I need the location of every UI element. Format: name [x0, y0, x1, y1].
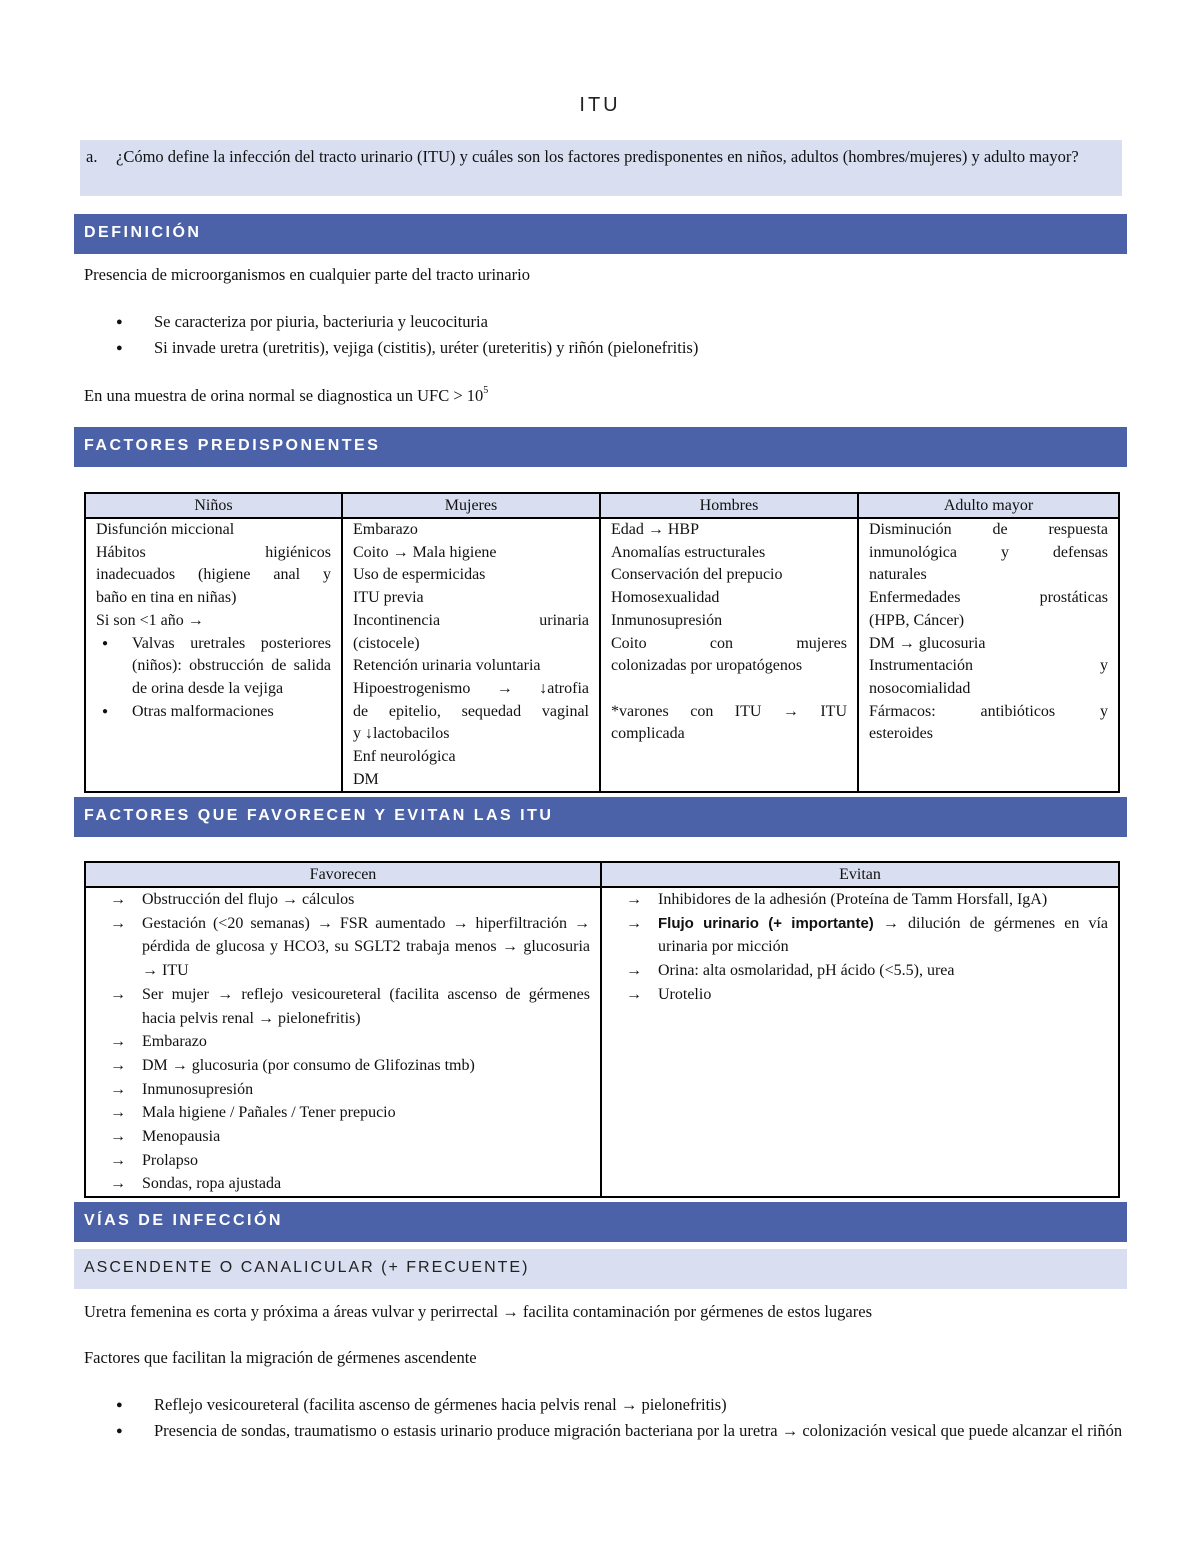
arrow-icon: →	[626, 914, 642, 932]
ufc-text	[84, 384, 488, 408]
arrow-icon: →	[110, 1175, 126, 1193]
cell-line: Enf neurológica	[353, 748, 456, 766]
list-item: → Inmunosupresión	[96, 1078, 590, 1102]
cell-adulto-mayor	[858, 518, 1119, 792]
arrow-icon: →	[110, 1128, 126, 1146]
cell-line: inmunológica y defensas	[869, 543, 1108, 561]
cell-line: esteroides	[869, 725, 933, 743]
predisponentes-table	[84, 492, 1120, 793]
cell-line: inadecuados (higiene anal y	[96, 566, 331, 584]
cell-line	[611, 678, 847, 701]
arrow-icon: →	[626, 891, 642, 908]
cell-line: complicada	[611, 725, 685, 743]
arrow-icon: →	[110, 914, 126, 932]
cell-line: Enfermedades prostáticas	[869, 589, 1108, 607]
list-item: → Menopausia	[96, 1125, 590, 1149]
arrow-icon: →	[110, 891, 126, 908]
column-header: Favorecen	[85, 862, 601, 887]
cell-line: Disfunción miccional	[96, 521, 235, 538]
cell-line: Uso de espermicidas	[353, 566, 486, 584]
arrow-icon: →	[110, 1056, 126, 1074]
cell-line: (HPB, Cáncer)	[869, 611, 965, 629]
cell-line: Conservación del prepucio	[611, 566, 783, 584]
cell-line: Embarazo	[353, 521, 418, 538]
list-item: ● Presencia de sondas, traumatismo o estasis urinario produce migración bacteriana por la uretra → colonización vesical que puede alcanzar el riñón	[84, 1418, 1124, 1444]
cell-line: Anomalías estructurales	[611, 543, 766, 561]
arrow-icon: →	[110, 1104, 126, 1122]
arrow-icon: →	[110, 1033, 126, 1051]
definition-bullets	[84, 309, 1124, 361]
cell-favorecen	[85, 887, 601, 1197]
cell-ninos	[85, 518, 342, 792]
list-item: → Orina: alta osmolaridad, pH ácido (<5.5), urea	[612, 959, 1108, 983]
cell-hombres	[600, 518, 858, 792]
list-item: ● Si invade uretra (uretritis), vejiga (cistitis), uréter (ureteritis) y riñón (pielonefritis)	[84, 335, 1124, 361]
list-item: → Gestación (<20 semanas) → FSR aumentado → hiperfiltración → pérdida de glucosa y HCO3, su SGLT2 trabaja menos → glucosuria → ITU	[96, 912, 590, 983]
ufc-label: En una muestra de orina normal se diagnostica un UFC > 10	[84, 386, 484, 405]
list-item: ● Valvas uretrales posteriores (niños): obstrucción de salida de orina desde la vejiga	[96, 633, 331, 701]
list-item: → Inhibidores de la adhesión (Proteína de Tamm Horsfall, IgA)	[612, 888, 1108, 912]
list-item: → Flujo urinario (+ importante) → dilución de gérmenes en vía urinaria por micción	[612, 912, 1108, 959]
section-heading-definicion: DEFINICIÓN	[74, 214, 1127, 254]
list-item: → Mala higiene / Pañales / Tener prepucio	[96, 1101, 590, 1125]
list-item: → Embarazo	[96, 1030, 590, 1054]
cell-line: DM	[353, 770, 379, 788]
favorecen-evitan-table	[84, 861, 1120, 1198]
cell-line: colonizadas por uropatógenos	[611, 657, 803, 675]
cell-line: Inmunosupresión	[611, 611, 723, 629]
ufc-exponent: 5	[483, 385, 489, 396]
column-header: Hombres	[600, 493, 858, 518]
cell-line: Fármacos: antibióticos y	[869, 702, 1108, 720]
list-item: → Prolapso	[96, 1149, 590, 1173]
question-letter: a.	[86, 147, 98, 166]
arrow-icon: →	[110, 1080, 126, 1098]
arrow-icon: →	[626, 962, 642, 980]
list-item: → Urotelio	[612, 983, 1108, 1007]
cell-mujeres	[342, 518, 600, 792]
column-header: Evitan	[601, 862, 1119, 887]
question-text: ¿Cómo define la infección del tracto urinario (ITU) y cuáles son los factores predisponentes en niños, adultos (hombres/mujeres) y adulto mayor?	[116, 147, 1079, 166]
cell-line: Si son <1 año →	[96, 611, 204, 629]
cell-line: de epitelio, sequedad vaginal	[353, 702, 589, 720]
arrow-icon: →	[110, 985, 126, 1003]
cell-line: naturales	[869, 566, 927, 584]
cell-line: Coito → Mala higiene	[353, 543, 497, 561]
cell-line: Coito con mujeres	[611, 634, 847, 652]
arrow-icon: →	[626, 985, 642, 1003]
subsection-heading-ascendente: ASCENDENTE O CANALICULAR (+ FRECUENTE)	[74, 1249, 1127, 1289]
column-header: Mujeres	[342, 493, 600, 518]
cell-line: ITU previa	[353, 589, 424, 607]
cell-line: Retención urinaria voluntaria	[353, 657, 541, 675]
section-heading-vias: VÍAS DE INFECCIÓN	[74, 1202, 1127, 1242]
arrow-icon: →	[110, 1151, 126, 1169]
cell-evitan	[601, 887, 1119, 1197]
question-box	[80, 140, 1122, 196]
cell-line: *varones con ITU → ITU	[611, 702, 847, 720]
cell-line: (cistocele)	[353, 634, 420, 652]
list-item: → Ser mujer → reflejo vesicoureteral (facilita ascenso de gérmenes hacia pelvis renal → pielonefritis)	[96, 983, 590, 1030]
list-item: → Sondas, ropa ajustada	[96, 1172, 590, 1196]
cell-line: Hipoestrogenismo → ↓atrofia	[353, 679, 589, 697]
column-header: Adulto mayor	[858, 493, 1119, 518]
list-item: ● Reflejo vesicoureteral (facilita ascenso de gérmenes hacia pelvis renal → pielonefritis)	[84, 1392, 1124, 1418]
favorecen-list	[96, 888, 590, 1196]
page-title: ITU	[579, 94, 621, 116]
cell-line: Hábitos higiénicos	[96, 543, 331, 561]
list-item: ● Se caracteriza por piuria, bacteriuria y leucocituria	[84, 309, 1124, 335]
evitan-list	[612, 888, 1108, 1007]
vias-bullets	[84, 1392, 1124, 1444]
list-item: → Obstrucción del flujo → cálculos	[96, 888, 590, 912]
cell-line: baño en tina en niñas)	[96, 589, 237, 607]
cell-line: DM → glucosuria	[869, 634, 986, 652]
cell-line: Instrumentación y	[869, 657, 1108, 675]
section-heading-favorecen-evitan: FACTORES QUE FAVORECEN Y EVITAN LAS ITU	[74, 797, 1127, 837]
cell-line: Edad → HBP	[611, 521, 699, 538]
section-heading-predisponentes: FACTORES PREDISPONENTES	[74, 427, 1127, 467]
ninos-sublist	[96, 633, 331, 724]
emphasis-text: Flujo urinario (+ importante)	[658, 914, 874, 932]
column-header: Niños	[85, 493, 342, 518]
cell-line: Homosexualidad	[611, 589, 720, 607]
vias-paragraph-2: Factores que facilitan la migración de gérmenes ascendente	[84, 1348, 477, 1367]
vias-paragraph-1: Uretra femenina es corta y próxima a áreas vulvar y perirrectal → facilita contaminación por gérmenes de estos lugares	[84, 1302, 872, 1321]
list-item: → DM → glucosuria (por consumo de Glifozinas tmb)	[96, 1054, 590, 1078]
list-item: ● Otras malformaciones	[96, 701, 331, 724]
definition-intro: Presencia de microorganismos en cualquier parte del tracto urinario	[84, 265, 530, 284]
cell-line: y ↓lactobacilos	[353, 725, 450, 743]
cell-line: nosocomialidad	[869, 679, 971, 697]
cell-line: Incontinencia urinaria	[353, 611, 589, 629]
cell-line: Disminución de respuesta	[869, 521, 1108, 538]
